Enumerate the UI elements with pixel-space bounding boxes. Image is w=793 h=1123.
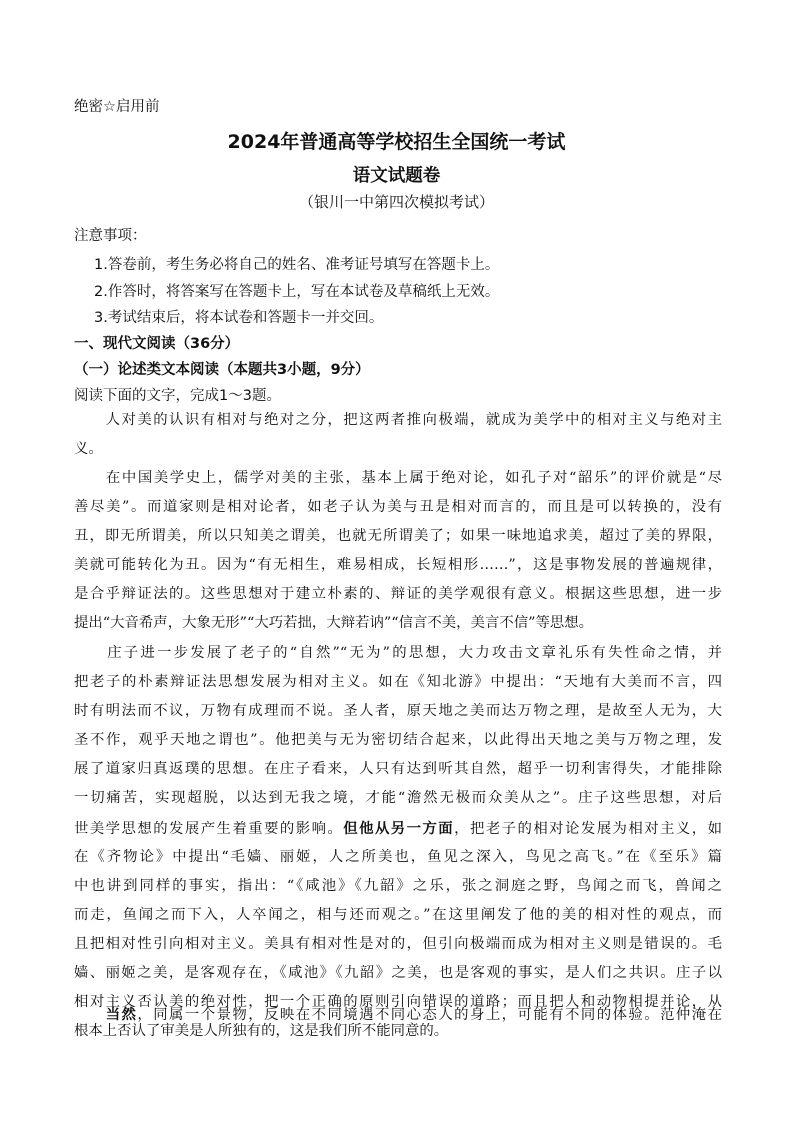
passage-line: 嫱、丽姬之美，是客观存在，《咸池》《九韶》之美，也是客观的事实，是人们之共识。庄子以 [74,965,722,982]
notice-item-1: 1.答卷前，考生务必将自己的姓名、准考证号填写在答题卡上。 [94,257,500,273]
passage-line: 在中国美学史上，儒学对美的主张，基本上属于绝对论，如孔子对“韶乐”的评价就是“尽 [74,470,722,486]
passage-line: 善尽美”。而道家则是相对论者，如老子认为美与丑是相对而言的，而且是可以转换的，没有 [74,499,722,516]
passage-segment: ，同属一个景物，反映在不同境遇不同心态人的身上，可能有不同的体验。范仲淹在 [137,1007,722,1023]
passage-line: 是合乎辩证法的。这些思想对于建立朴素的、辩证的美学观很有意义。根据这些思想，进一步 [74,586,722,603]
passage-line: 丑，即无所谓美，所以只知美之谓美，也就无所谓美了；如果一味地追求美，超过了美的界限， [74,528,722,545]
passage-paragraph-1 [74,406,722,464]
passage-line: 把老子的朴素辩证法思想发展为相对主义。如在《知北游》中提出：“天地有大美而不言，四 [74,674,722,691]
notice-item-2: 2.作答时，将答案写在答题卡上，写在本试卷及草稿纸上无效。 [94,284,500,300]
passage-line [74,1000,722,1029]
passage-line: 根本上否认了审美是人所独有的，这是我们所不能同意的。 [74,1023,449,1040]
passage-line: 义。 [74,441,103,458]
passage-segment: 世美学思想的发展产生着重要的影响。 [74,820,344,837]
passage-segment: ，把老子的相对论发展为相对主义，如 [454,820,722,837]
passage-line: 美就可能转化为丑。因为“有无相生，难易相成，长短相形……”，这是事物发展的普遍规律， [74,557,722,574]
passage-line: 提出“大音希声，大象无形”“大巧若拙，大辩若讷”“信言不美，美言不信”等思想。 [74,615,594,632]
emphasis-of-course: 当然 [105,1006,138,1023]
passage-paragraph-3 [74,639,722,1046]
passage-line: 且把相对性引向相对主义。美具有相对性是对的，但引向极端而成为相对主义则是错误的。毛 [74,935,722,952]
passage-line: 一切痛苦，实现超脱，以达到无我之境，才能“澹然无极而众美从之”。庄子这些思想，对后 [74,790,722,807]
passage-line: 圣不作，观乎天地之谓也”。他把美与无为密切结合起来，以此得出天地之美与万物之理，发 [74,732,722,749]
reading-instruction: 阅读下面的文字，完成1～3题。 [74,388,281,404]
passage-line: 中也讲到同样的事实，指出：“《咸池》《九韶》之乐，张之洞庭之野，鸟闻之而飞，兽闻之 [74,877,722,894]
exam-subtitle: 语文试题卷 [352,166,441,186]
passage-line: 庄子进一步发展了老子的“自然”“无为”的思想，大力攻击文章礼乐有失性命之情，并 [74,645,722,661]
passage-line: 时有明法而不议，万物有成理而不说。圣人者，原天地之美而达万物之理，是故至人无为，大 [74,703,722,720]
passage-line: 而走，鱼闻之而下入，人卒闻之，相与还而观之。”在这里阐发了他的美的相对性的观点，而 [74,906,722,923]
passage-line: 相对主义否认美的绝对性，把一个正确的原则引向错误的道路；而且把人和动物相提并论，从 [74,994,722,1011]
section-heading: 一、现代文阅读（36分） [74,336,240,352]
emphasis-but-other-side: 但他从另一方面 [343,819,455,837]
notice-heading: 注意事项： [74,228,147,244]
subsection-heading: （一）论述类文本阅读（本题共3小题，9分） [74,362,370,378]
passage-line [74,814,722,843]
passage-paragraph-4 [74,1000,722,1029]
notice-item-3: 3.考试结束后，将本试卷和答题卡一并交回。 [94,310,384,326]
passage-line: 人对美的认识有相对与绝对之分，把这两者推向极端，就成为美学中的相对主义与绝对主 [74,412,722,428]
confidential-mark: 绝密☆启用前 [74,99,160,115]
passage-paragraph-2 [74,464,722,639]
exam-school-note: （银川一中第四次模拟考试） [298,193,494,211]
passage-indent [74,1007,106,1023]
passage-line: 展了道家归真返璞的思想。在庄子看来，人只有达到听其自然，超乎一切利害得失，才能排除 [74,761,722,778]
passage-line: 在《齐物论》中提出“毛嫱、丽姬，人之所美也，鱼见之深入，鸟见之高飞。”在《至乐》篇 [74,848,722,865]
exam-title: 2024年普通高等学校招生全国统一考试 [227,131,566,153]
